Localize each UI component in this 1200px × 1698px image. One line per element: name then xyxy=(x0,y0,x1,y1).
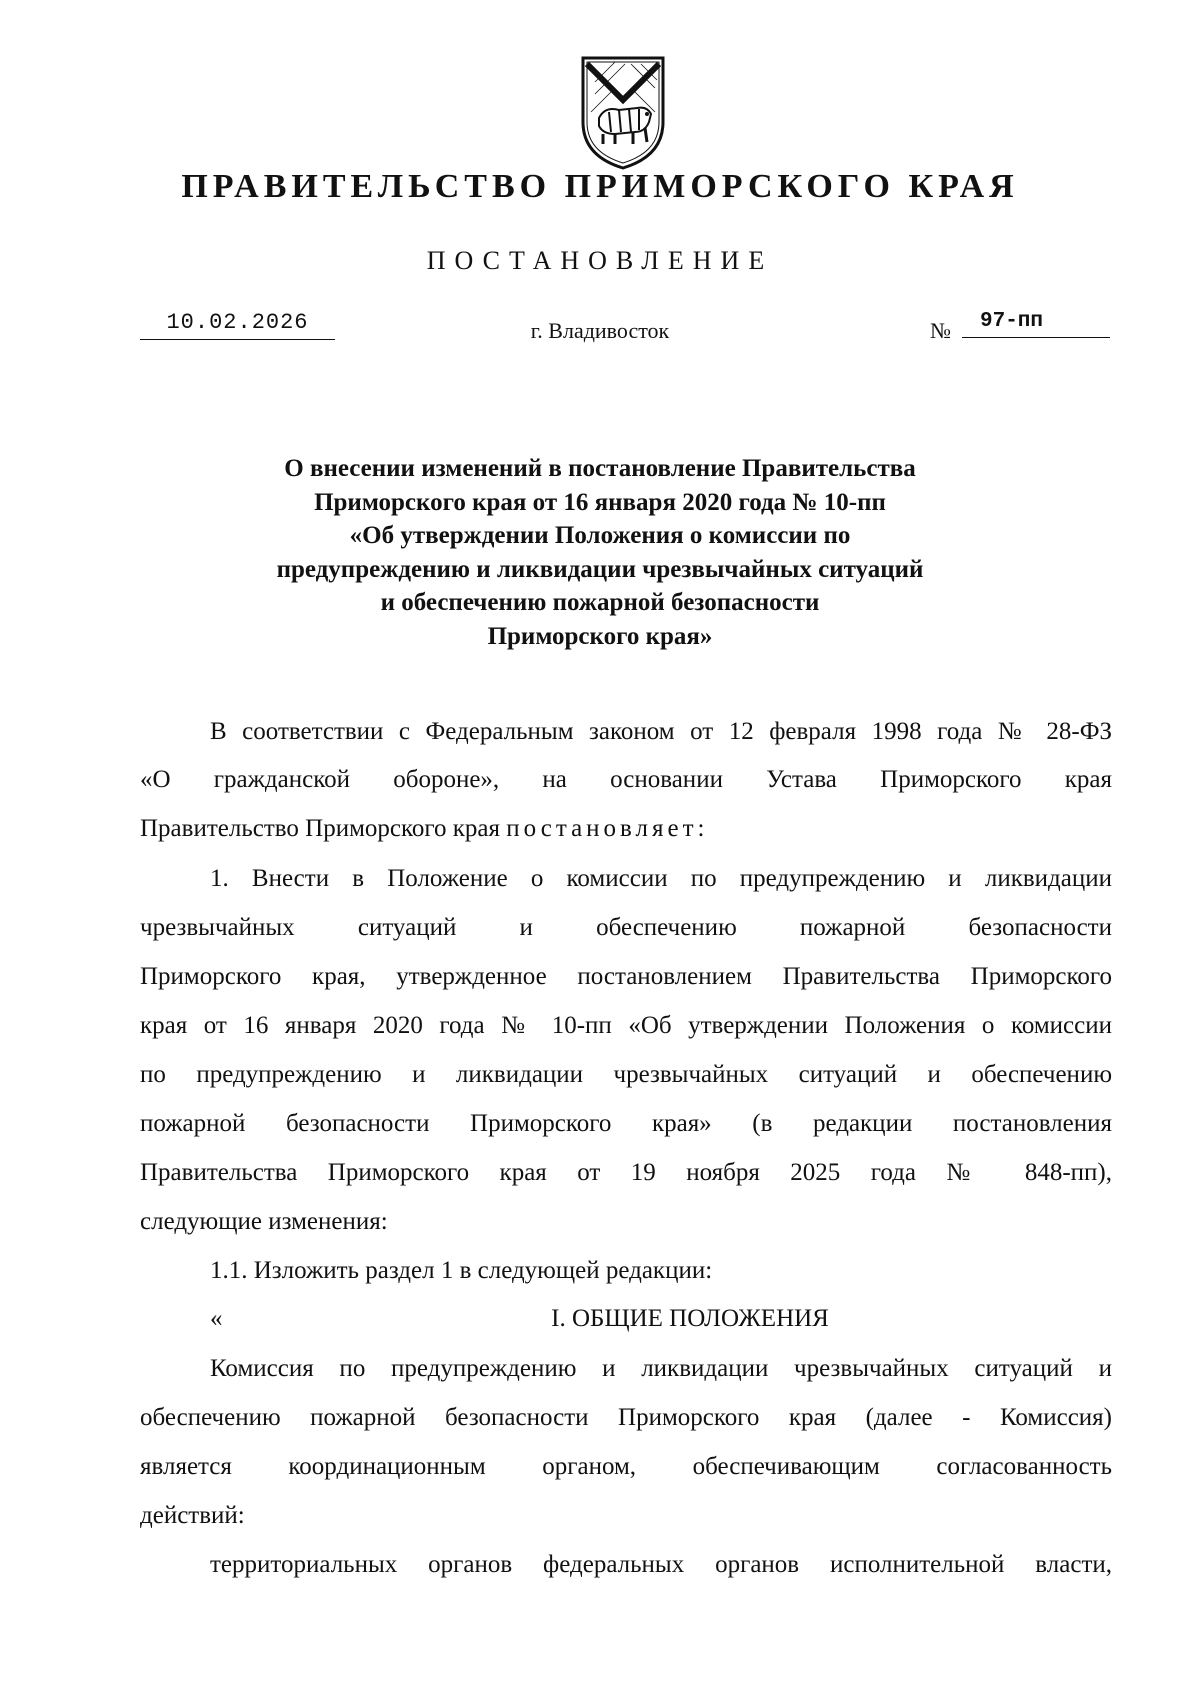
body-line xyxy=(140,815,1112,843)
resolves-word: постановляет: xyxy=(506,815,709,842)
title-line: Приморского края от 16 января 2020 года № 10-пп xyxy=(314,488,886,516)
body-line: следующие изменения: xyxy=(140,1208,388,1235)
document-city: г. Владивосток xyxy=(530,318,670,343)
document-type: ПОСТАНОВЛЕНИЕ xyxy=(426,246,774,275)
body-line: В соответствии с Федеральным законом от 12 февраля 1998 года № 28-ФЗ xyxy=(210,718,1112,745)
title-line: Приморского края» xyxy=(487,622,713,650)
opening-quote: « xyxy=(210,1305,223,1332)
body-line: 1. Внести в Положение о комиссии по предупреждению и ликвидации xyxy=(210,865,1112,892)
body-line: территориальных органов федеральных органов исполнительной власти, xyxy=(210,1551,1112,1578)
body-line: является координационным органом, обеспечивающим согласованность xyxy=(140,1453,1112,1480)
title-line: «Об утверждении Положения о комиссии по xyxy=(349,522,851,549)
body-line: Приморского края, утвержденное постановлением Правительства Приморского xyxy=(140,963,1112,990)
body-line: 1.1. Изложить раздел 1 в следующей редакции: xyxy=(210,1257,713,1284)
body-line: чрезвычайных ситуаций и обеспечению пожарной безопасности xyxy=(140,914,1112,941)
title-line: О внесении изменений в постановление Правительства xyxy=(284,455,916,482)
title-line: и обеспечению пожарной безопасности xyxy=(380,589,820,616)
body-line: края от 16 января 2020 года № 10-пп «Об утверждении Положения о комиссии xyxy=(140,1012,1112,1039)
section-heading-row xyxy=(140,1305,1112,1337)
body-line: Комиссия по предупреждению и ликвидации чрезвычайных ситуаций и xyxy=(210,1355,1112,1382)
body-line: «О гражданской обороне», на основании Устава Приморского края xyxy=(140,766,1112,793)
document-title xyxy=(150,452,1050,653)
body-line: пожарной безопасности Приморского края» (в редакции постановления xyxy=(140,1110,1112,1137)
body-line: обеспечению пожарной безопасности Приморского края (далее - Комиссия) xyxy=(140,1404,1112,1431)
section-heading: I. ОБЩИЕ ПОЛОЖЕНИЯ xyxy=(551,1305,829,1332)
document-number: 97-пп xyxy=(962,310,1110,338)
government-name: ПРАВИТЕЛЬСТВО ПРИМОРСКОГО КРАЯ xyxy=(181,168,1019,205)
body-line: Правительства Приморского края от 19 ноября 2025 года № 848-пп), xyxy=(140,1159,1112,1186)
body-line: по предупреждению и ликвидации чрезвычайных ситуаций и обеспечению xyxy=(140,1061,1112,1088)
title-line: предупреждению и ликвидации чрезвычайных ситуаций xyxy=(276,555,924,583)
document-date: 10.02.2026 xyxy=(140,310,335,340)
coat-of-arms-icon xyxy=(575,52,671,172)
body-text: Правительство Приморского края xyxy=(140,815,507,842)
body-line: действий: xyxy=(140,1502,245,1529)
number-label: № xyxy=(930,318,951,343)
